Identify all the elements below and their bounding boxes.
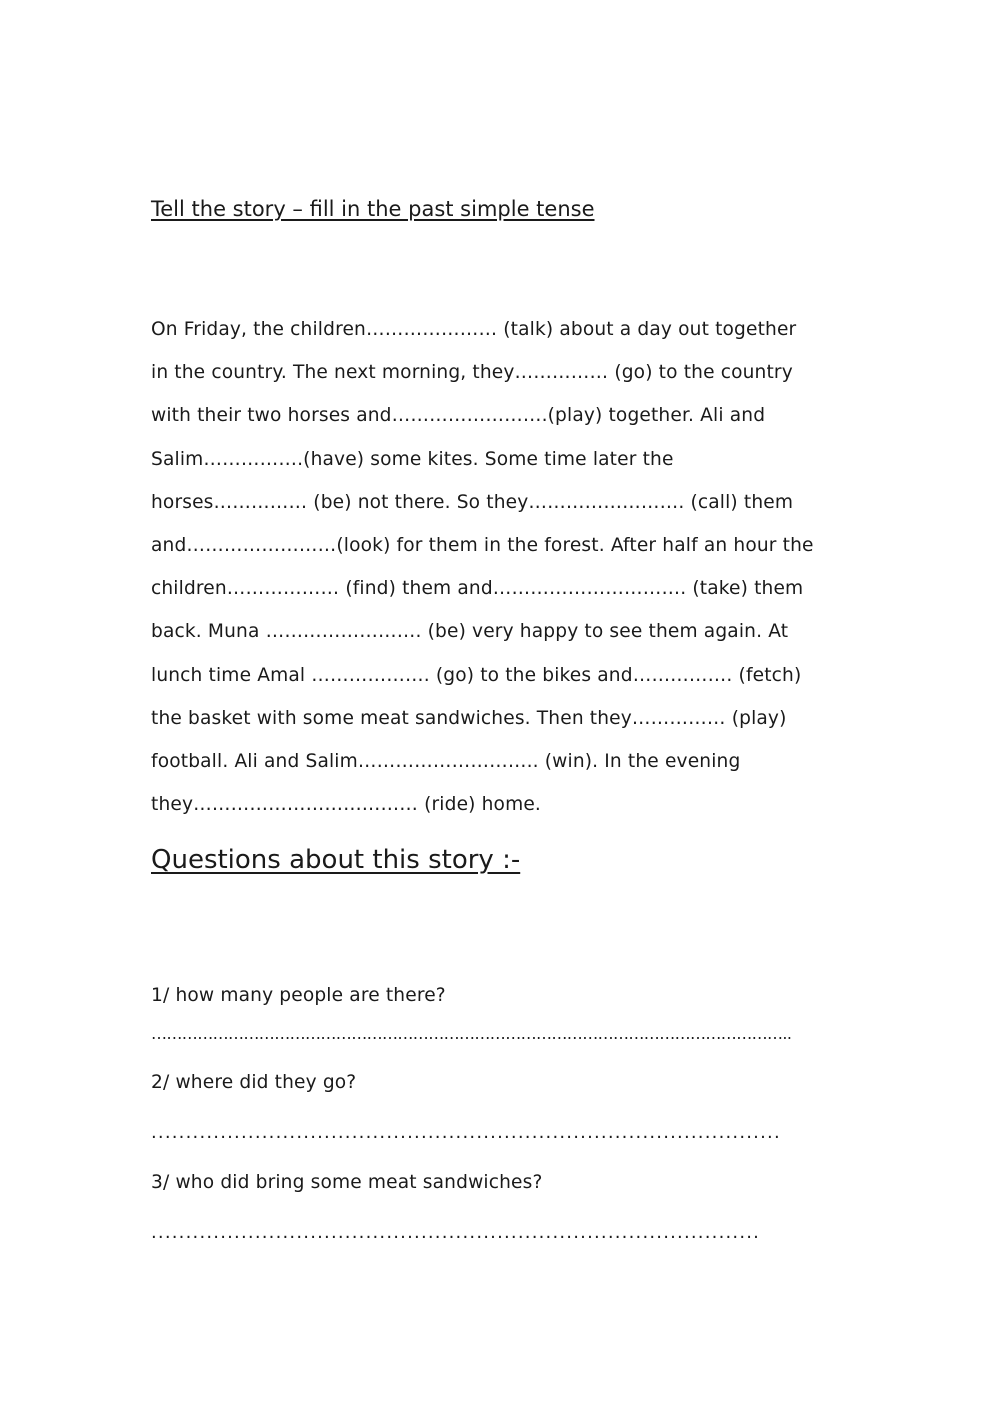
story-line: Salim…………….(have) some kites. Some time later the xyxy=(151,448,674,470)
story-line: lunch time Amal ………………. (go) to the bikes and……………. (fetch) xyxy=(151,664,802,686)
answer-line-1[interactable]: …………………………………………………………………………………………………………….. xyxy=(151,1024,792,1043)
story-line: and……………………(look) for them in the forest. After half an hour the xyxy=(151,534,814,556)
question-1: 1/ how many people are there? xyxy=(151,985,446,1006)
story-line: they……………………………… (ride) home. xyxy=(151,794,541,816)
story-line: back. Muna ……………………. (be) very happy to see them again. At xyxy=(151,621,789,643)
story-line: the basket with some meat sandwiches. Then they…………… (play) xyxy=(151,707,787,729)
question-2: 2/ where did they go? xyxy=(151,1072,357,1093)
answer-line-3[interactable]: ........................................................................................ xyxy=(151,1222,761,1243)
story-line: with their two horses and…………………….(play) together. Ali and xyxy=(151,405,766,427)
story-line: football. Ali and Salim……………………….. (win). In the evening xyxy=(151,750,741,772)
story-paragraph xyxy=(151,316,911,834)
worksheet-title: Tell the story – fill in the past simple tense xyxy=(151,197,595,221)
answer-line-2[interactable]: ........................................................................................... xyxy=(151,1122,781,1143)
story-line: horses…………… (be) not there. So they……………………. (call) them xyxy=(151,491,794,513)
story-line: children……………… (find) them and…………………………. (take) them xyxy=(151,578,804,600)
question-3: 3/ who did bring some meat sandwiches? xyxy=(151,1172,543,1193)
story-line: On Friday, the children………………… (talk) about a day out together xyxy=(151,319,797,340)
questions-heading: Questions about this story :- xyxy=(151,845,521,875)
story-line: in the country. The next morning, they…………… (go) to the country xyxy=(151,362,793,384)
